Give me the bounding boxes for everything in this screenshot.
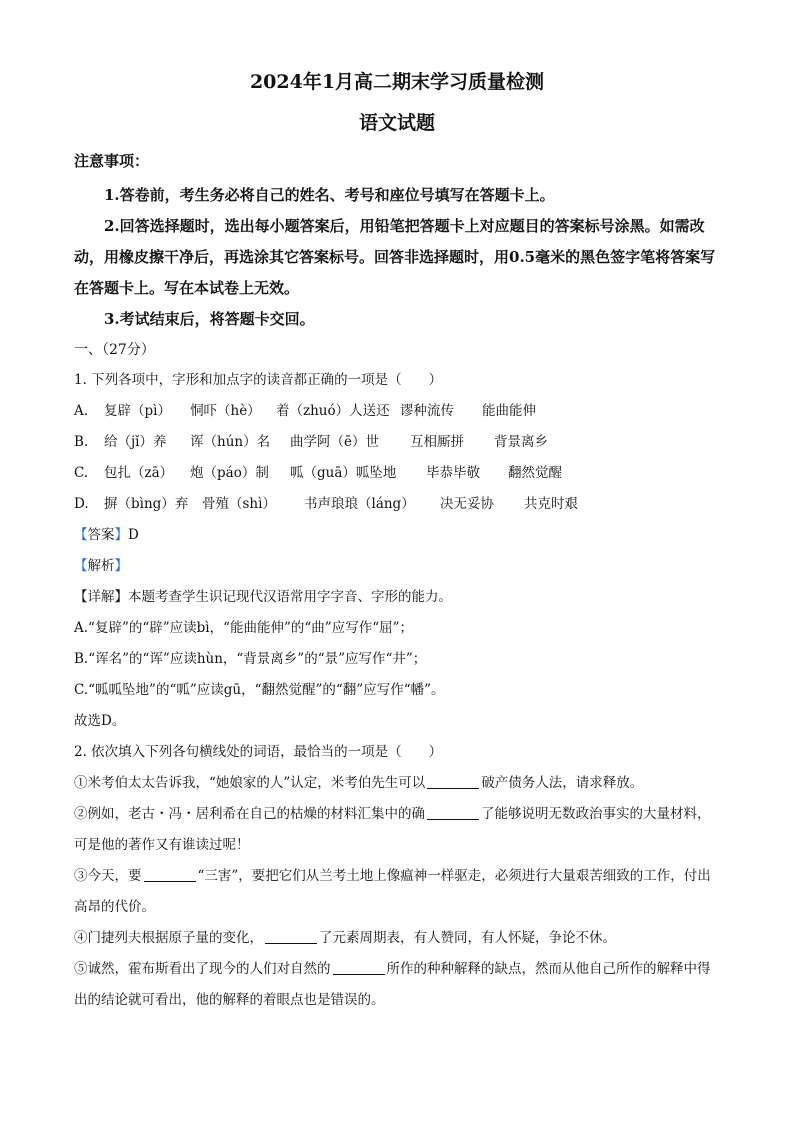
sentence-5: ⑤诚然，霍布斯看出了现今的人们对自然的 所作的种种解释的缺点，然而从他自己所作的解释中得出的结论就可看出，他的解释的着眼点也是错误的。 (74, 961, 711, 1008)
fill-blank (427, 773, 479, 789)
detail-text: 本题考查学生识记现代汉语常用字字音、字形的能力。 (128, 589, 452, 605)
option-term: 复辟（pì） (104, 403, 171, 419)
option-term: 能曲能伸 (482, 403, 536, 419)
sentence-4: ④门捷列夫根据原子量的变化， 了元素周期表，有人赞同，有人怀疑，争论不休。 (74, 930, 616, 946)
explanation-line: C.“呱呱坠地”的“呱”应读gū，“翻然觉醒”的“翻”应写作“幡”。 (74, 682, 445, 698)
exam-page (74, 64, 720, 1016)
option-term: 书声琅琅（láng） (304, 496, 415, 512)
explanation-line: B.“诨名”的“诨”应读hùn，“背景离乡”的“景”应写作“井”； (74, 651, 427, 667)
option-term: 给（jǐ）养 (104, 434, 167, 450)
answer-line: 【答案】D (74, 527, 139, 543)
sentence-1: ①米考伯太太告诉我，“她娘家的人”认定，米考伯先生可以 破产债务人法，请求释放。 (74, 775, 644, 791)
question-2-stem: 2. 依次填入下列各句横线处的词语，最恰当的一项是（ ） (74, 744, 443, 760)
explanation-line: 故选D。 (74, 713, 126, 729)
option-term: 决无妥协 (440, 496, 494, 512)
option-term: 恫吓（hè） (190, 403, 261, 419)
section-heading: 一、（27分） (74, 342, 155, 358)
option-term: 谬种流传 (400, 403, 454, 419)
fill-blank (265, 928, 317, 944)
option-term: 曲学阿（ē）世 (290, 434, 379, 450)
option-term: 炮（páo）制 (190, 465, 269, 481)
sentence-2: ②例如，老古・冯・居利希在自己的枯燥的材料汇集中的确 了能够说明无数政治事实的大量材料，可是他的著作又有谁读过呢！ (74, 806, 711, 853)
option-term: 呱（guā）呱坠地 (290, 465, 397, 481)
option-letter: A. (74, 403, 89, 419)
note-item: 3.考试结束后，将答题卡交回。 (104, 310, 315, 328)
fill-blank (333, 959, 385, 975)
analysis-line: 【解析】 (74, 558, 128, 574)
option-term: 互相厮拼 (410, 434, 464, 450)
option-term: 毕恭毕敬 (426, 465, 480, 481)
note-item: 1.答卷前，考生务必将自己的姓名、考号和座位号填写在答题卡上。 (104, 186, 555, 204)
option-term: 摒（bìng）弃 (104, 496, 189, 512)
answer-tag: 答案 (87, 527, 115, 543)
fill-blank (144, 866, 196, 882)
option-term: 背景离乡 (494, 434, 548, 450)
question-1-stem: 1. 下列各项中，字形和加点字的读音都正确的一项是（ ） (74, 372, 443, 388)
option-letter: D. (74, 496, 89, 512)
option-c (74, 458, 720, 489)
page-title: 2024年1月高二期末学习质量检测 (249, 71, 545, 93)
option-letter: B. (74, 434, 89, 450)
option-term: 共克时艰 (524, 496, 578, 512)
detail-tag: 详解 (87, 589, 115, 605)
option-term: 包扎（zā） (104, 465, 174, 481)
option-b (74, 427, 720, 458)
option-term: 翻然觉醒 (508, 465, 562, 481)
notes-heading: 注意事项： (74, 152, 150, 170)
analysis-tag: 解析 (87, 558, 115, 574)
detail-line: 【详解】本题考查学生识记现代汉语常用字字音、字形的能力。 (74, 589, 452, 605)
option-letter: C. (74, 465, 89, 481)
answer-value: D (128, 527, 139, 543)
note-item: 2.回答选择题时，选出每小题答案后，用铅笔把答题卡上对应题目的答案标号涂黑。如需改动，用橡皮擦干净后，再选涂其它答案标号。回答非选择题时，用0.5毫米的黑色签字笔将答案写在答题卡上。写在本试卷上无效。 (74, 217, 716, 297)
explanation-line: A.“复辟”的“辟”应读bì，“能曲能伸”的“曲”应写作“屈”； (74, 620, 414, 636)
option-term: 骨殖（shì） (202, 496, 276, 512)
fill-blank (427, 804, 479, 820)
option-term: 着（zhuó）人送还 (276, 403, 390, 419)
option-term: 诨（hún）名 (190, 434, 271, 450)
option-d (74, 489, 720, 520)
option-a (74, 396, 720, 427)
sentence-3: ③今天，要 “三害”，要把它们从兰考土地上像瘟神一样驱走，必须进行大量艰苦细致的工作，付出高昂的代价。 (74, 868, 711, 915)
page-subtitle: 语文试题 (358, 112, 435, 134)
